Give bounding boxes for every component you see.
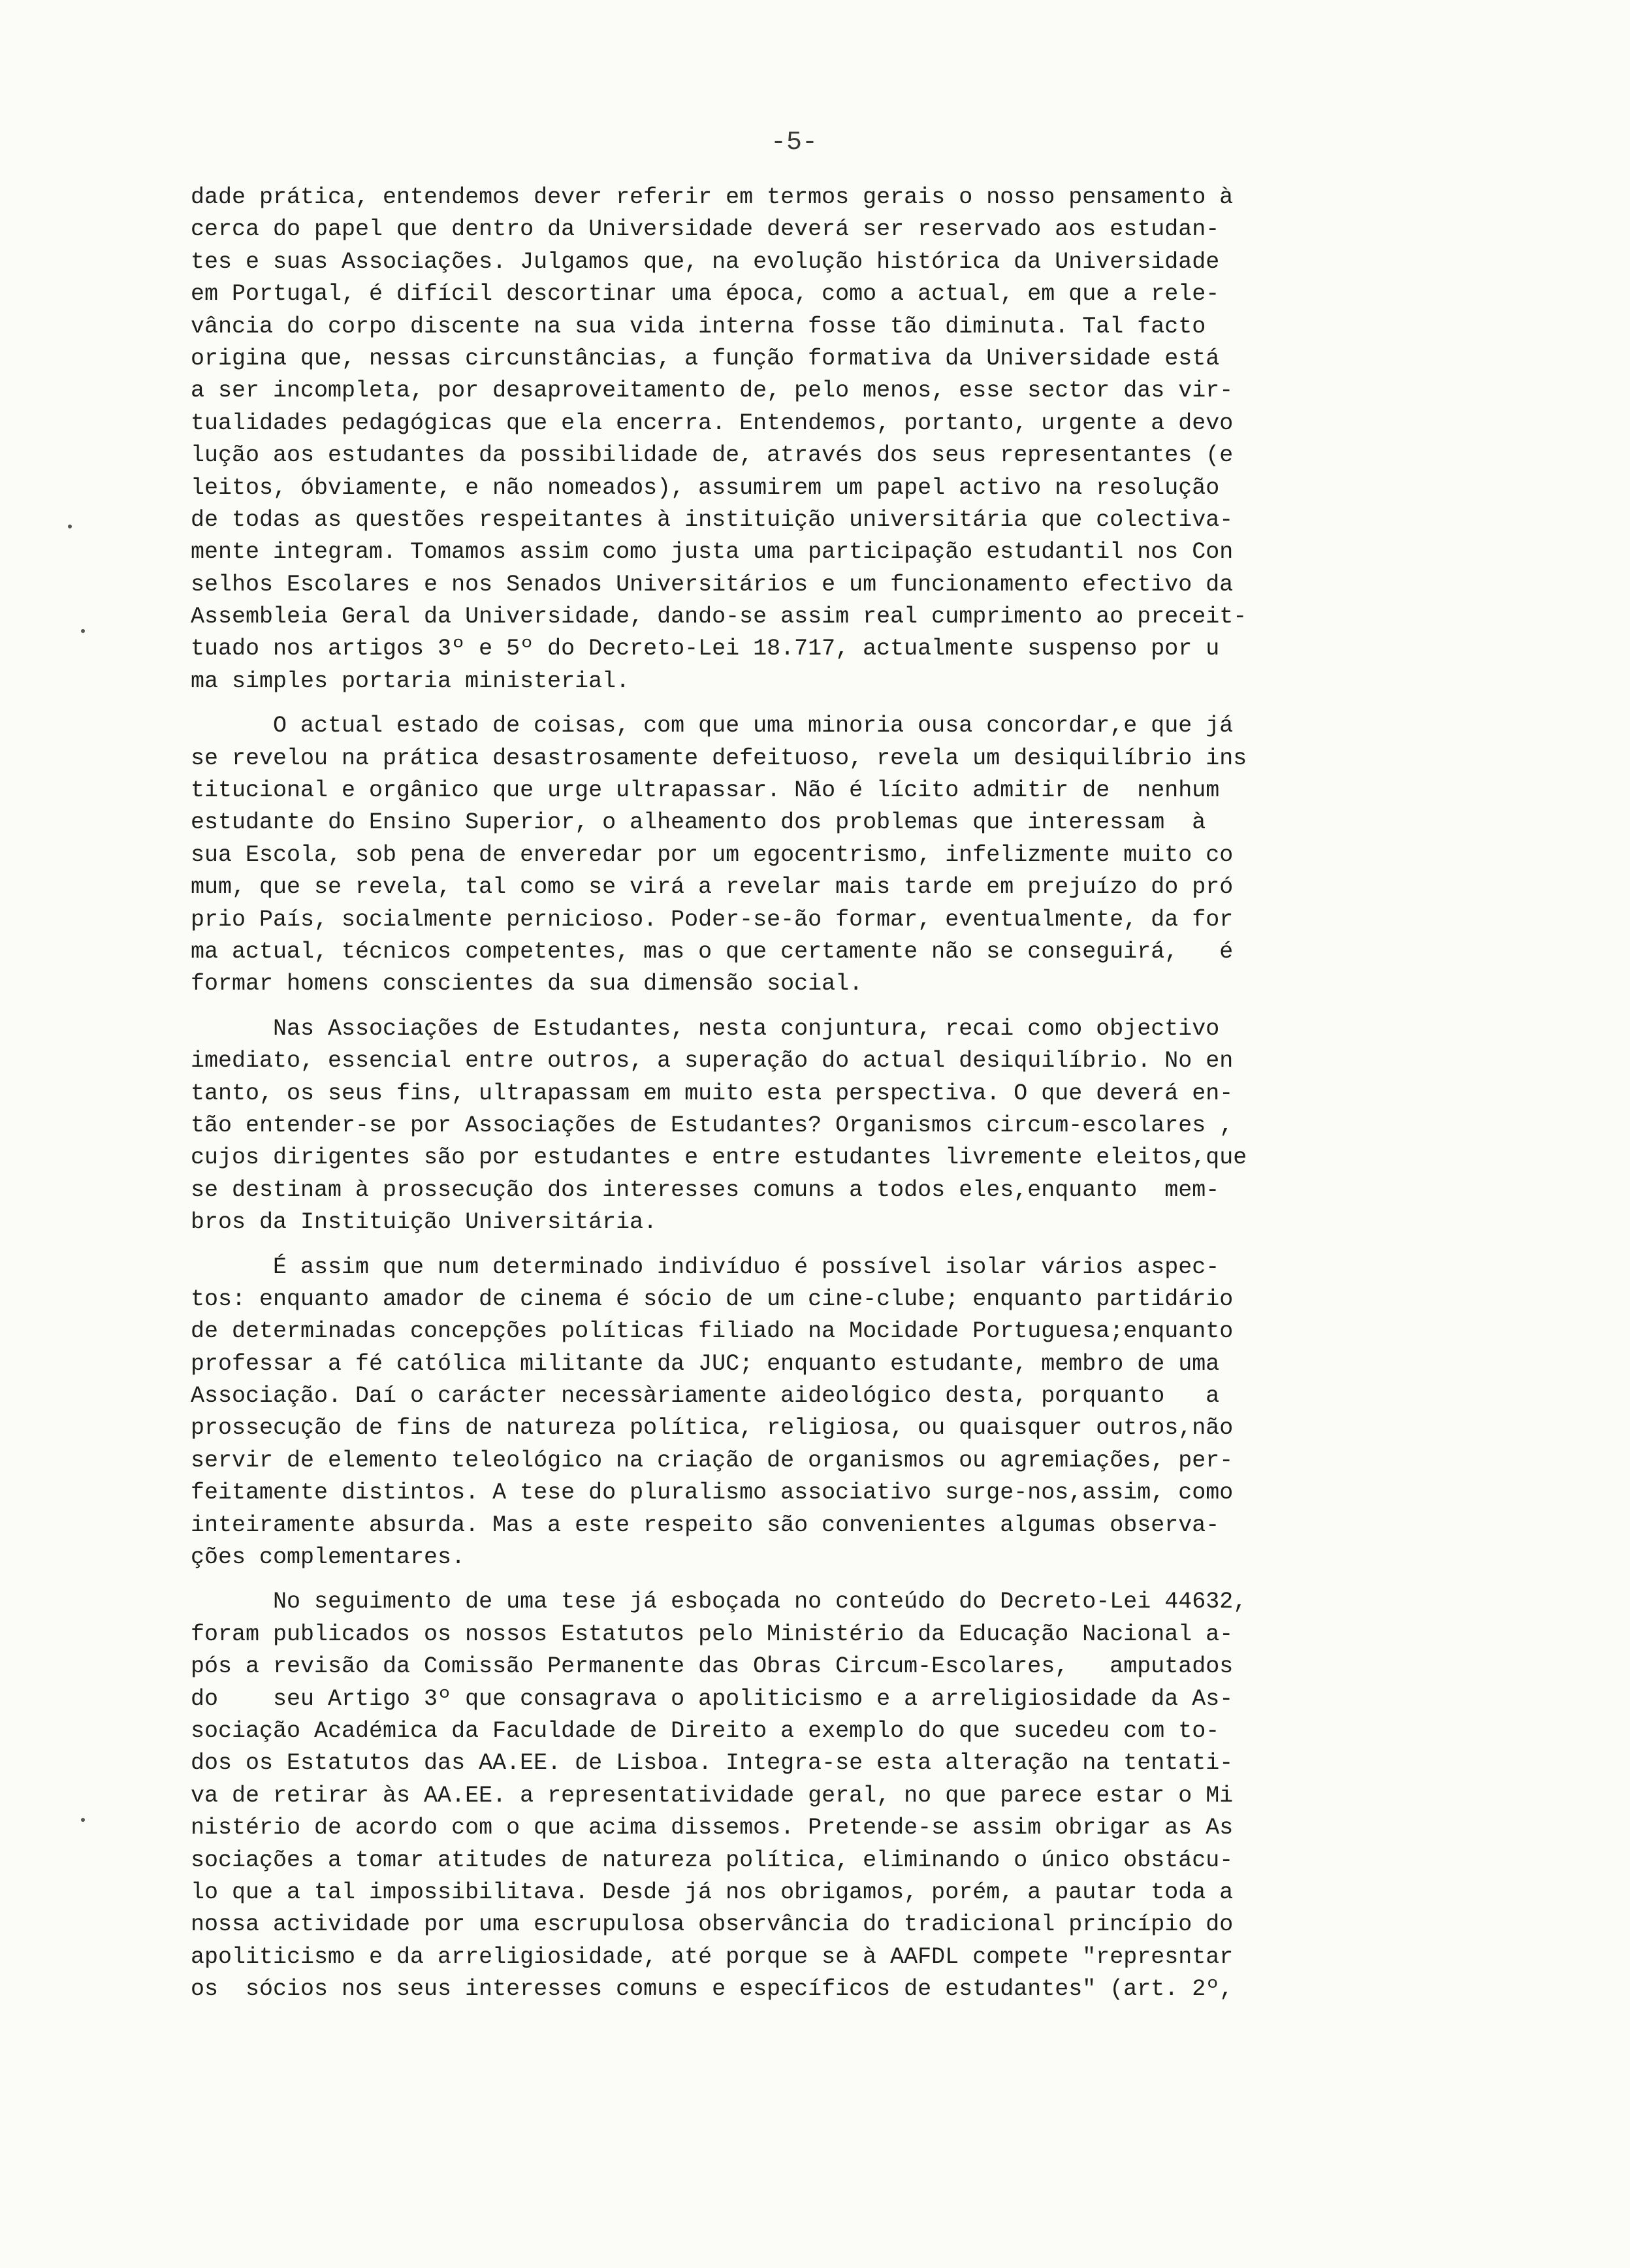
paragraph	[191, 1252, 1464, 1574]
paragraph-gap	[191, 1001, 1464, 1013]
text-line: mum, que se revela, tal como se virá a revelar mais tarde em prejuízo do pró	[191, 874, 1234, 901]
margin-mark	[81, 629, 85, 633]
text-line: prossecução de fins de natureza política, religiosa, ou quaisquer outros,não	[191, 1415, 1234, 1442]
paragraph	[191, 1013, 1464, 1239]
text-line: cujos dirigentes são por estudantes e entre estudantes livremente eleitos,que	[191, 1144, 1247, 1171]
text-line: pós a revisão da Comissão Permanente das Obras Circum-Escolares, amputados	[191, 1653, 1234, 1680]
text-line: tanto, os seus fins, ultrapassam em muito esta perspectiva. O que deverá en-	[191, 1080, 1234, 1107]
page-number: -5-	[771, 128, 818, 157]
text-line: origina que, nessas circunstâncias, a função formativa da Universidade está	[191, 345, 1220, 372]
text-line: tão entender-se por Associações de Estudantes? Organismos circum-escolares ,	[191, 1112, 1234, 1139]
text-line: Assembleia Geral da Universidade, dando-se assim real cumprimento ao preceit-	[191, 604, 1247, 630]
text-line: vância do corpo discente na sua vida interna fosse tão diminuta. Tal facto	[191, 313, 1206, 340]
text-line: va de retirar às AA.EE. a representatividade geral, no que parece estar o Mi	[191, 1782, 1234, 1809]
paragraph-gap	[191, 1574, 1464, 1586]
body-text	[191, 182, 1464, 2005]
text-line: cerca do papel que dentro da Universidade deverá ser reservado aos estudan-	[191, 216, 1220, 243]
text-line: em Portugal, é difícil descortinar uma época, como a actual, em que a rele-	[191, 281, 1220, 308]
text-line: formar homens conscientes da sua dimensão social.	[191, 971, 863, 997]
text-line: prio País, socialmente pernicioso. Poder-se-ão formar, eventualmente, da for	[191, 906, 1234, 933]
text-line: os sócios nos seus interesses comuns e específicos de estudantes" (art. 2º,	[191, 1976, 1234, 2003]
text-line: leitos, óbviamente, e não nomeados), assumirem um papel activo na resolução	[191, 474, 1220, 501]
text-line: a ser incompleta, por desaproveitamento de, pelo menos, esse sector das vir-	[191, 378, 1234, 404]
text-line: sociação Académica da Faculdade de Direito a exemplo do que sucedeu com to-	[191, 1717, 1220, 1744]
margin-mark	[81, 1818, 85, 1822]
text-line: nossa actividade por uma escrupulosa observância do tradicional princípio do	[191, 1911, 1234, 1938]
text-line: sociações a tomar atitudes de natureza política, eliminando o único obstácu-	[191, 1847, 1234, 1873]
text-line: tos: enquanto amador de cinema é sócio de um cine-clube; enquanto partidário	[191, 1286, 1234, 1312]
text-line: tes e suas Associações. Julgamos que, na evolução histórica da Universidade	[191, 248, 1220, 275]
text-line: lo que a tal impossibilitava. Desde já nos obrigamos, porém, a pautar toda a	[191, 1879, 1234, 1905]
text-line: apoliticismo e da arreligiosidade, até porque se à AAFDL compete "represntar	[191, 1943, 1234, 1970]
text-line: dos os Estatutos das AA.EE. de Lisboa. Integra-se esta alteração na tentati-	[191, 1750, 1234, 1777]
text-line: tualidades pedagógicas que ela encerra. Entendemos, portanto, urgente a devo	[191, 410, 1234, 436]
text-line: selhos Escolares e nos Senados Universitários e um funcionamento efectivo da	[191, 571, 1234, 598]
text-line: tuado nos artigos 3º e 5º do Decreto-Lei 18.717, actualmente suspenso por u	[191, 636, 1220, 662]
paragraph-gap	[191, 698, 1464, 710]
paragraph	[191, 1586, 1464, 2005]
text-line: titucional e orgânico que urge ultrapassar. Não é lícito admitir de nenhum	[191, 777, 1220, 804]
text-line: mente integram. Tomamos assim como justa uma participação estudantil nos Con	[191, 539, 1234, 566]
text-line: ções complementares.	[191, 1544, 466, 1571]
margin-mark	[68, 525, 72, 528]
text-line: ma simples portaria ministerial.	[191, 668, 630, 694]
text-line: do seu Artigo 3º que consagrava o apoliticismo e a arreligiosidade da As-	[191, 1685, 1234, 1712]
text-line: inteiramente absurda. Mas a este respeito são convenientes algumas observa-	[191, 1512, 1220, 1538]
text-line: No seguimento de uma tese já esboçada no conteúdo do Decreto-Lei 44632,	[191, 1589, 1247, 1615]
text-line: É assim que num determinado indivíduo é possível isolar vários aspec-	[191, 1254, 1220, 1280]
paragraph	[191, 182, 1464, 698]
text-line: feitamente distintos. A tese do pluralismo associativo surge-nos,assim, como	[191, 1480, 1234, 1506]
text-line: nistério de acordo com o que acima dissemos. Pretende-se assim obrigar as As	[191, 1815, 1234, 1841]
text-line: O actual estado de coisas, com que uma minoria ousa concordar,e que já	[191, 713, 1234, 739]
text-line: de determinadas concepções políticas filiado na Mocidade Portuguesa;enquanto	[191, 1318, 1234, 1345]
text-line: dade prática, entendemos dever referir em termos gerais o nosso pensamento à	[191, 184, 1234, 210]
text-line: Nas Associações de Estudantes, nesta conjuntura, recai como objectivo	[191, 1015, 1220, 1042]
text-line: bros da Instituição Universitária.	[191, 1209, 658, 1236]
text-line: estudante do Ensino Superior, o alheamento dos problemas que interessam à	[191, 809, 1206, 836]
text-line: foram publicados os nossos Estatutos pelo Ministério da Educação Nacional a-	[191, 1621, 1234, 1647]
text-line: professar a fé católica militante da JUC; enquanto estudante, membro de uma	[191, 1350, 1220, 1377]
text-line: se destinam à prossecução dos interesses comuns a todos eles,enquanto mem-	[191, 1176, 1220, 1203]
text-line: de todas as questões respeitantes à instituição universitária que colectiva-	[191, 506, 1234, 533]
paragraph-gap	[191, 1239, 1464, 1252]
text-line: imediato, essencial entre outros, a superação do actual desiquilíbrio. No en	[191, 1048, 1234, 1075]
text-line: ma actual, técnicos competentes, mas o que certamente não se conseguirá, é	[191, 938, 1234, 965]
paragraph	[191, 710, 1464, 1001]
text-line: sua Escola, sob pena de enveredar por um egocentrismo, infelizmente muito co	[191, 841, 1234, 868]
text-line: servir de elemento teleológico na criação de organismos ou agremiações, per-	[191, 1447, 1234, 1474]
text-line: se revelou na prática desastrosamente defeituoso, revela um desiquilíbrio ins	[191, 745, 1247, 771]
text-line: Associação. Daí o carácter necessàriamente aideológico desta, porquanto a	[191, 1383, 1220, 1410]
text-line: lução aos estudantes da possibilidade de, através dos seus representantes (e	[191, 442, 1234, 469]
